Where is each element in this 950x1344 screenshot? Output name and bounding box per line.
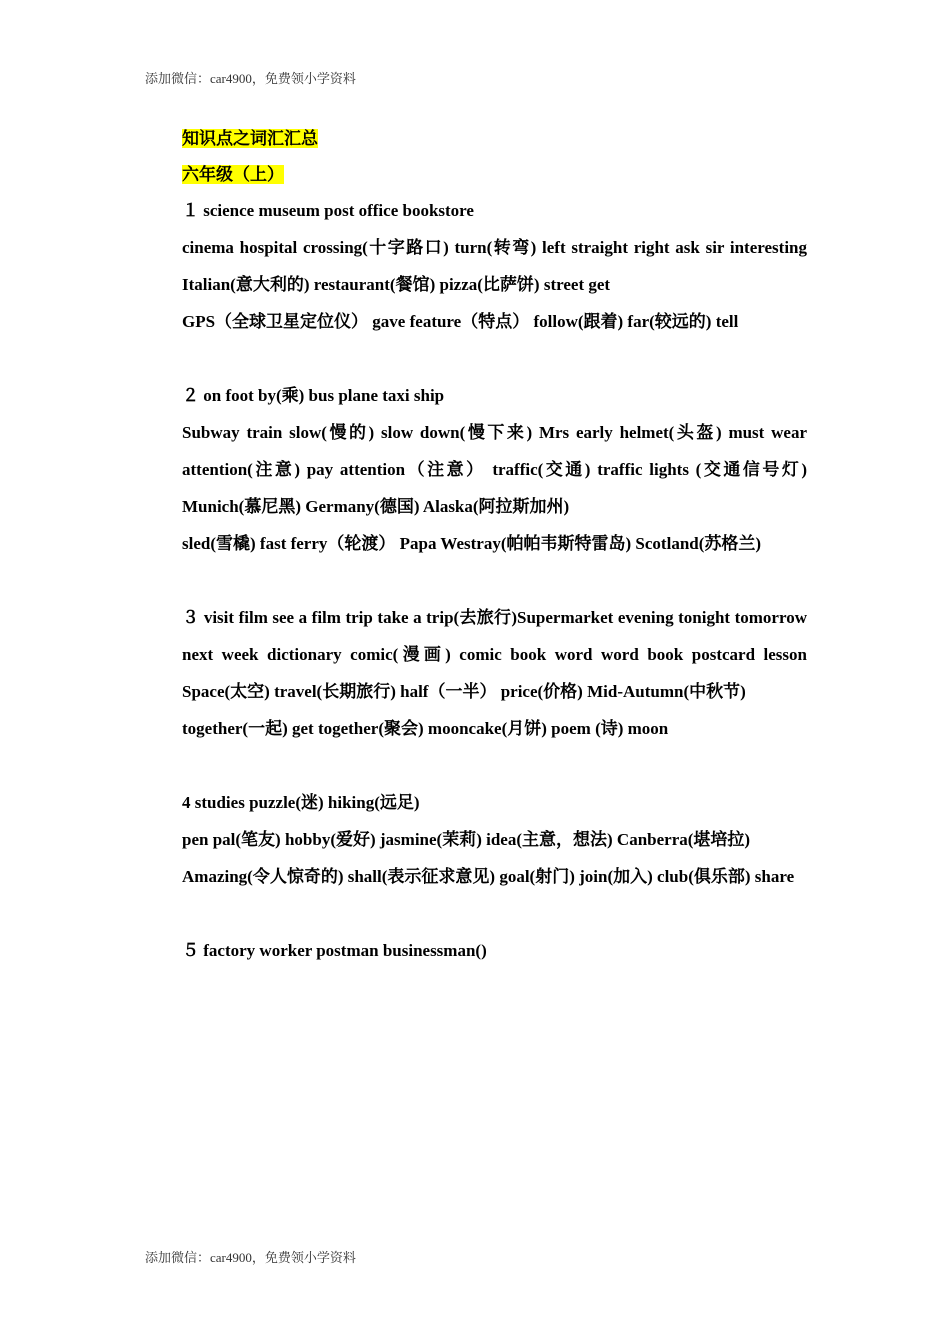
- unit-2-line-3: sled(雪橇) fast ferry（轮渡） Papa Westray(帕帕韦斯特雷岛) Scotland(苏格兰): [182, 534, 762, 553]
- header-note: 添加微信：car4900，免费领小学资料: [145, 71, 356, 86]
- unit-2: [182, 377, 807, 562]
- unit-3-line-1: ３ visit film see a film trip take a trip(去旅行)Supermarket evening tonight tomorrow next week dictionary comic(漫画) comic book word word book postcard lesson Space(太空) travel(长期旅行) half（一半） price(价格) Mid-Autumn(中秋节): [182, 608, 807, 701]
- unit-2-line-1: ２ on foot by(乘) bus plane taxi ship: [182, 386, 445, 405]
- unit-1-line-3: GPS（全球卫星定位仪） gave feature（特点） follow(跟着) far(较远的) tell: [182, 312, 739, 331]
- unit-1-line-1: １ science museum post office bookstore: [182, 201, 474, 220]
- unit-3: [182, 599, 807, 747]
- unit-5: [182, 932, 807, 969]
- unit-4-line-2: pen pal(笔友) hobby(爱好) jasmine(茉莉) idea(主意，想法) Canberra(堪培拉): [182, 830, 751, 849]
- grade-line: [182, 156, 807, 192]
- footer-note: 添加微信：car4900，免费领小学资料: [145, 1250, 356, 1265]
- unit-4-line-1: 4 studies puzzle(迷) hiking(远足): [182, 793, 420, 812]
- unit-4-line-3: Amazing(令人惊奇的) shall(表示征求意见) goal(射门) join(加入) club(俱乐部) share: [182, 867, 795, 886]
- unit-4: [182, 784, 807, 895]
- unit-1: [182, 192, 807, 340]
- doc-title: 知识点之词汇汇总: [182, 129, 318, 148]
- document-body: [182, 120, 807, 969]
- grade-heading: 六年级（上）: [182, 165, 284, 184]
- unit-2-line-2: Subway train slow(慢的) slow down(慢下来) Mrs early helmet(头盔) must wear attention(注意) pay attention（注意） traffic(交通) traffic lights (交通信号灯) Munich(慕尼黑) Germany(德国) Alaska(阿拉斯加州): [182, 423, 807, 516]
- unit-5-line-1: ５ factory worker postman businessman(): [182, 941, 487, 960]
- unit-3-line-2: together(一起) get together(聚会) mooncake(月饼) poem (诗) moon: [182, 719, 669, 738]
- unit-1-line-2: cinema hospital crossing(十字路口) turn(转弯) left straight right ask sir interesting Italian(意大利的) restaurant(餐馆) pizza(比萨饼) street get: [182, 238, 807, 294]
- title-line: [182, 120, 807, 156]
